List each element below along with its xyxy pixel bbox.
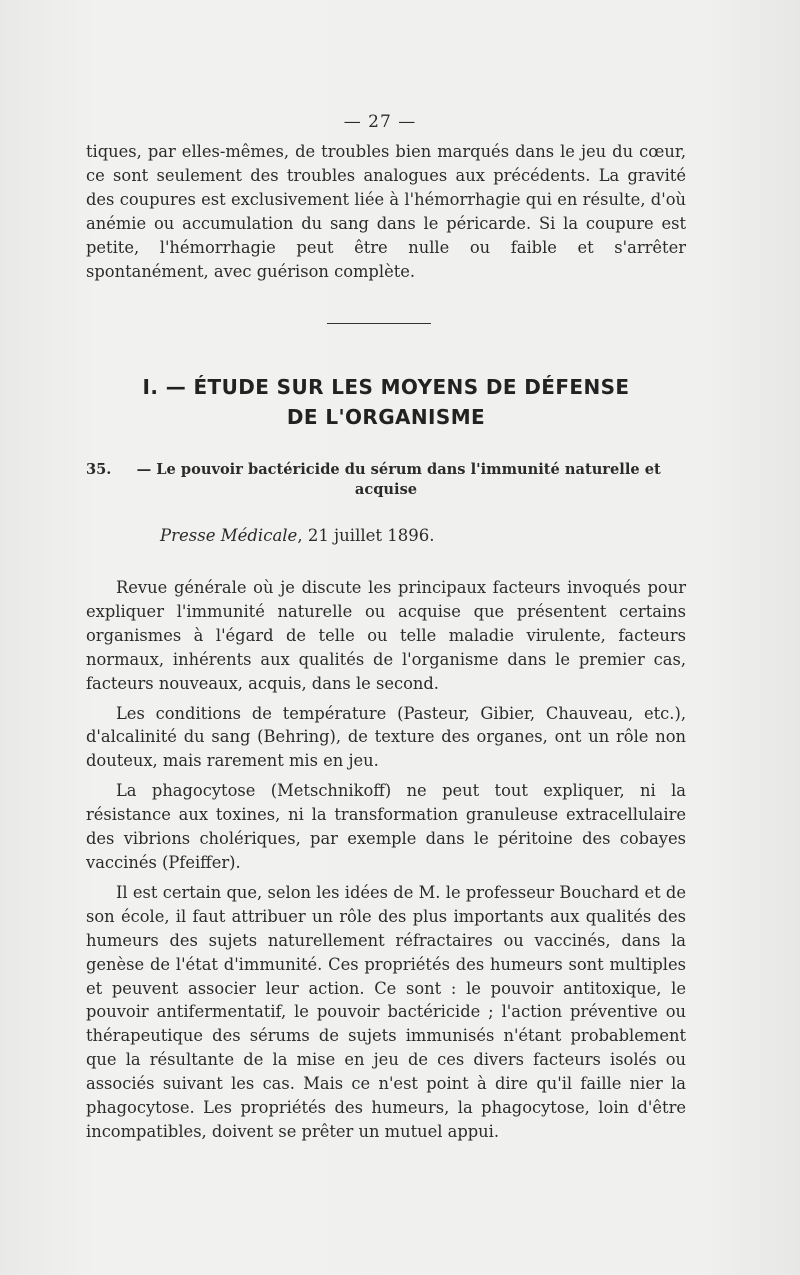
- source-date: , 21 juillet 1896.: [297, 526, 435, 545]
- entry-source: [160, 526, 435, 545]
- body-paragraph: Revue générale où je discute les principaux facteurs invoqués pour expliquer l'immunité naturelle ou acquise que présentent certains organismes à l'égard de telle ou telle maladie virulente, facteurs normaux, inhérents aux qualités de l'organisme dans le premier cas, facteurs nouveaux, acquis, dans le second.: [86, 578, 686, 693]
- source-journal: Presse Médicale: [160, 526, 298, 545]
- entry-number: 35.: [86, 461, 112, 478]
- entry-title: [86, 460, 686, 499]
- entry-title-text: — Le pouvoir bactéricide du sérum dans l'immunité naturelle et acquise: [136, 461, 661, 498]
- section-divider: [327, 323, 431, 324]
- body-text: [86, 576, 686, 1150]
- page-number: — 27 —: [343, 112, 417, 132]
- body-paragraph: Les conditions de température (Pasteur, Gibier, Chauveau, etc.), d'alcalinité du sang (Behring), de texture des organes, ont un rôle non douteux, mais rarement mis en jeu.: [86, 703, 686, 771]
- body-paragraph: Il est certain que, selon les idées de M. le professeur Bouchard et de son école, il faut attribuer un rôle des plus importants aux qualités des humeurs des sujets naturellement réfractaires ou vaccinés, dans la genèse de l'état d'immunité. Ces propriétés des humeurs sont multiples et peuvent associer leur action. Ce sont : le pouvoir antitoxique, le pouvoir antifermentatif, le pouvoir bactéricide ; l'action préventive ou thérapeutique des sérums de sujets immunisés n'étant probablement que la résultante de la mise en jeu de ces divers facteurs isolés ou associés suivant les cas. Mais ce n'est point à dire qu'il faille nier la phagocytose. Les propriétés des humeurs, la phagocytose, loin d'être incompatibles, doivent se prêter un mutuel appui.: [86, 882, 686, 1141]
- intro-paragraph: tiques, par elles-mêmes, de troubles bien marqués dans le jeu du cœur, ce sont seulement des troubles analogues aux précédents. La gravité des coupures est exclusivement liée à l'hémorrhagie qui en résulte, d'où anémie ou accumulation du sang dans le péricarde. Si la coupure est petite, l'hémorrhagie peut être nulle ou faible et s'arrêter spontanément, avec guérison complète.: [86, 142, 686, 281]
- body-paragraph: La phagocytose (Metschnikoff) ne peut tout expliquer, ni la résistance aux toxines, ni la transformation granuleuse extracellulaire des vibrions cholériques, par exemple dans le péritoine des cobayes vaccinés (Pfeiffer).: [86, 781, 686, 872]
- section-heading: [86, 372, 686, 432]
- section-heading-line-2: DE L'ORGANISME: [286, 405, 486, 429]
- section-heading-line-1: I. — ÉTUDE SUR LES MOYENS DE DÉFENSE: [142, 375, 630, 399]
